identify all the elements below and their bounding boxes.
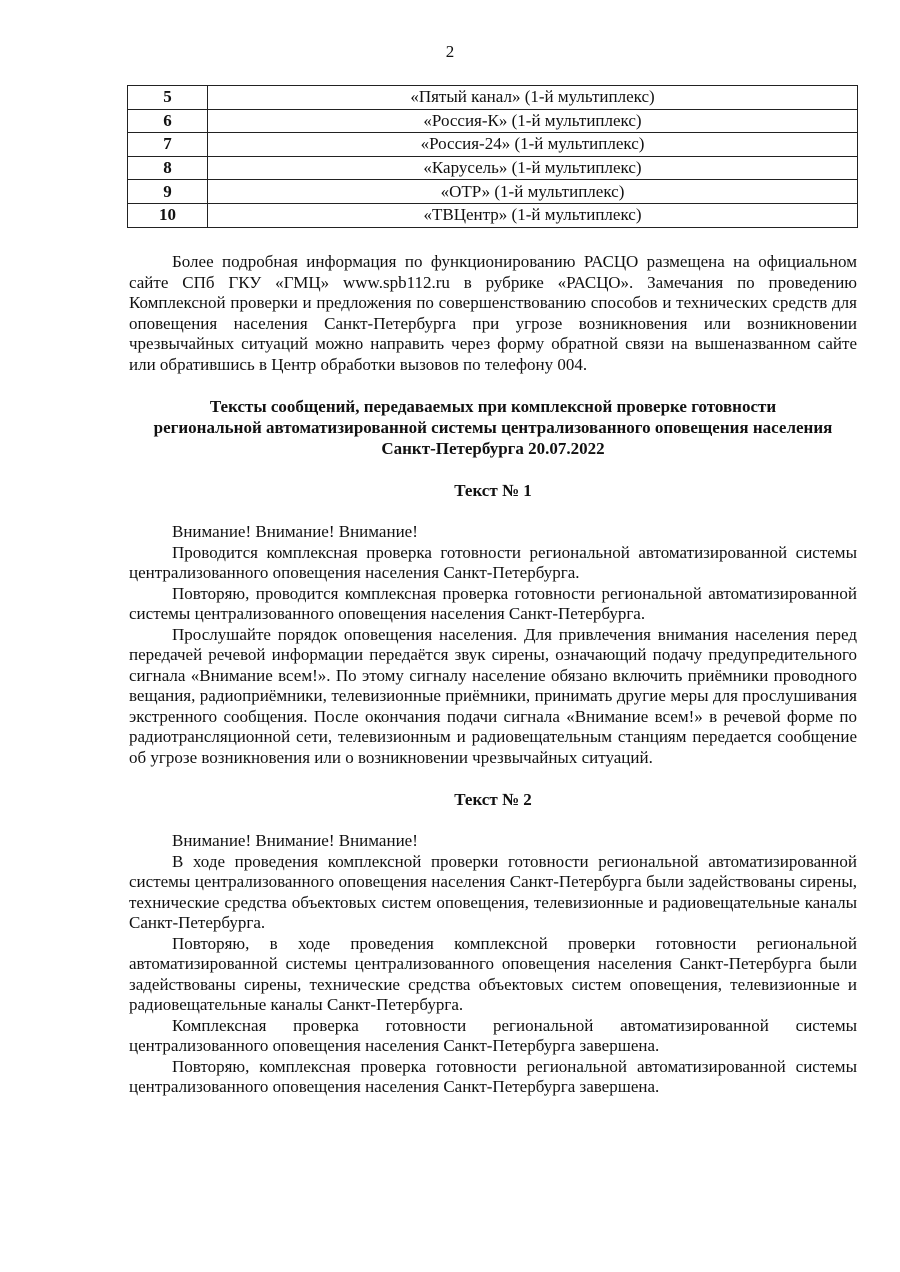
- text2-paragraph: Повторяю, комплексная проверка готовности региональной автоматизированной системы централизованного оповещения населения Санкт-Петербурга завершена.: [129, 1056, 857, 1096]
- info-paragraph: Более подробная информация по функционированию РАСЦО размещена на официальном сайте СПб ГКУ «ГМЦ» www.spb112.ru в рубрике «РАСЦО». Замечания по проведению Комплексной проверки и предложения по совершенствованию способов и технических средств для оповещения населения Санкт-Петербурга при угрозе возникновения или возникновении чрезвычайных ситуаций можно направить через форму обратной связи на вышеназванном сайте или обратившись в Центр обработки вызовов по телефону 004.: [129, 252, 857, 374]
- section-title-line-3: Санкт-Петербурга 20.07.2022: [381, 439, 605, 458]
- row-number: 6: [128, 109, 208, 133]
- channel-name: «Пятый канал» (1-й мультиплекс): [208, 86, 858, 110]
- table-row: [128, 180, 858, 204]
- channel-name: «Россия-24» (1-й мультиплекс): [208, 133, 858, 157]
- channel-name: «ОТР» (1-й мультиплекс): [208, 180, 858, 204]
- channel-name: «ТВЦентр» (1-й мультиплекс): [208, 203, 858, 227]
- text1-paragraph: Внимание! Внимание! Внимание!: [172, 522, 418, 541]
- text2-paragraph: Внимание! Внимание! Внимание!: [172, 831, 418, 850]
- text2-paragraph: Комплексная проверка готовности региональной автоматизированной системы централизованного оповещения населения Санкт-Петербурга завершена.: [129, 1015, 857, 1055]
- text1-paragraph: Прослушайте порядок оповещения населения. Для привлечения внимания населения перед передачей речевой информации передаётся звук сирены, означающий подачу предупредительного сигнала «Внимание всем!». По этому сигналу население обязано включить приёмники проводного вещания, радиоприёмники, телевизионные приёмники, принимать другие меры для прослушивания экстренного сообщения. После окончания подачи сигнала «Внимание всем!» в речевой форме по радиотрансляционной сети, телевизионным и радиовещательным станциям передается сообщение об угрозе возникновения или о возникновении чрезвычайных ситуаций.: [129, 624, 857, 767]
- row-number: 8: [128, 156, 208, 180]
- table-row: [128, 203, 858, 227]
- table-row: [128, 109, 858, 133]
- table-row: [128, 133, 858, 157]
- row-number: 7: [128, 133, 208, 157]
- text1-paragraph: Повторяю, проводится комплексная проверка готовности региональной автоматизированной системы централизованного оповещения населения Санкт-Петербурга.: [129, 583, 857, 623]
- channel-name: «Россия-К» (1-й мультиплекс): [208, 109, 858, 133]
- table-row: [128, 86, 858, 110]
- text2-heading: Текст № 2: [454, 790, 532, 809]
- section-title-line-2: региональной автоматизированной системы централизованного оповещения населения: [153, 418, 833, 437]
- section-title-line-1: Тексты сообщений, передаваемых при комплексной проверке готовности: [209, 397, 777, 416]
- page-number: 2: [445, 42, 455, 61]
- channels-table: [127, 85, 858, 228]
- text2-paragraph: Повторяю, в ходе проведения комплексной проверки готовности региональной автоматизированной системы централизованного оповещения населения Санкт-Петербурга были задействованы сирены, технические средства объектовых систем оповещения, телевизионные и радиовещательные каналы Санкт-Петербурга.: [129, 933, 857, 1014]
- row-number: 9: [128, 180, 208, 204]
- document-body: [129, 252, 857, 1098]
- channel-name: «Карусель» (1-й мультиплекс): [208, 156, 858, 180]
- row-number: 5: [128, 86, 208, 110]
- table-row: [128, 156, 858, 180]
- text1-paragraph: Проводится комплексная проверка готовности региональной автоматизированной системы централизованного оповещения населения Санкт-Петербурга.: [129, 542, 857, 582]
- text1-heading: Текст № 1: [454, 481, 532, 500]
- row-number: 10: [128, 203, 208, 227]
- text2-paragraph: В ходе проведения комплексной проверки готовности региональной автоматизированной системы централизованного оповещения населения Санкт-Петербурга были задействованы сирены, технические средства объектовых систем оповещения, телевизионные и радиовещательные каналы Санкт-Петербурга.: [129, 851, 857, 932]
